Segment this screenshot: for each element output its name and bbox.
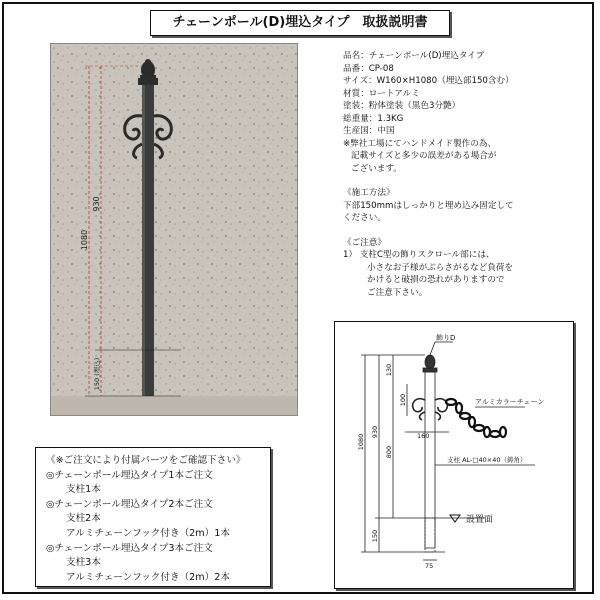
- chain-label: アルミカラーチェーン: [475, 398, 545, 406]
- post-label: 支柱 AL-□40×40（鋳角）: [447, 456, 527, 464]
- photo-dim-total: 1080: [80, 229, 89, 251]
- order-item-part: 支柱2本: [66, 513, 101, 525]
- spec-line: 総重量：1.3KG: [343, 113, 404, 124]
- photo-dim-base: 150 (埋込): [93, 357, 101, 391]
- spec-line: 生産国：中国: [343, 126, 395, 136]
- dim-800: 800: [385, 445, 393, 459]
- order-heading: 《※ご注文により付属パーツをご確認下さい》: [46, 455, 246, 466]
- spec-line: サイズ：W160×H1080（埋込部150含む）: [343, 76, 514, 86]
- order-box: [35, 447, 271, 587]
- finial-label: 飾りD: [436, 334, 456, 342]
- order-item-title: ◎チェーンポール埋込タイプ3本ご注文: [46, 542, 213, 554]
- order-item-title: ◎チェーンポール埋込タイプ1本ご注文: [46, 469, 213, 481]
- caution-line: 小さなお子様がぶらさがるなど負荷を: [367, 262, 514, 273]
- spec-line: 品名：チェーンポール(D)埋込タイプ: [343, 51, 485, 61]
- dim-150: 150: [371, 529, 379, 543]
- order-item-part: 支柱3本: [66, 557, 101, 569]
- dim-130: 130: [385, 363, 393, 377]
- spec-line: 材質：ロートアルミ: [343, 88, 420, 99]
- dim-75: 75: [425, 562, 434, 570]
- order-item-part: 支柱1本: [66, 484, 101, 496]
- spec-note: 記載サイズと多少の誤差がある場合が: [351, 151, 497, 161]
- order-item-part: アルミチェーンフック付き（2m）1本: [66, 527, 230, 539]
- method-heading: 《施工方法》: [343, 188, 395, 198]
- method-line: ください。: [343, 213, 386, 223]
- page-title: チェーンポール(D)埋込タイプ 取扱説明書: [150, 10, 450, 36]
- order-item-title: ◎チェーンポール埋込タイプ2本ご注文: [46, 498, 213, 510]
- caution-line: 1） 支柱C型の飾りスクロール部には、: [343, 250, 495, 260]
- dim-930: 930: [371, 425, 379, 439]
- caution-line: かけると破損の恐れがありますので: [367, 275, 505, 285]
- technical-drawing: [334, 321, 574, 589]
- dim-100: 100: [399, 393, 407, 407]
- caution-line: ご注意下さい。: [367, 287, 428, 298]
- ground-label: 設置面: [466, 515, 494, 525]
- caution-heading: 《ご注意》: [343, 237, 386, 248]
- spec-line: 塗装：粉体塗装（黒色3分艶）: [343, 101, 461, 111]
- spec-note: ございます。: [351, 163, 402, 174]
- photo-dim-upper: 930: [92, 196, 101, 212]
- dim-1080: 1080: [357, 433, 365, 451]
- photo-drawing: [51, 44, 297, 415]
- method-line: 下部150mmはしっかりと埋め込み固定して: [343, 200, 514, 211]
- spec-line: ※弊社工場にてハンドメイド製作の為、: [343, 138, 497, 149]
- product-photo: [50, 43, 298, 416]
- spec-line: 品番：CP-08: [343, 63, 394, 74]
- drawing-svg: [335, 322, 574, 589]
- dim-160: 160: [417, 432, 430, 440]
- spec-section: [343, 50, 593, 299]
- order-item-part: アルミチェーンフック付き（2m）2本: [66, 571, 230, 583]
